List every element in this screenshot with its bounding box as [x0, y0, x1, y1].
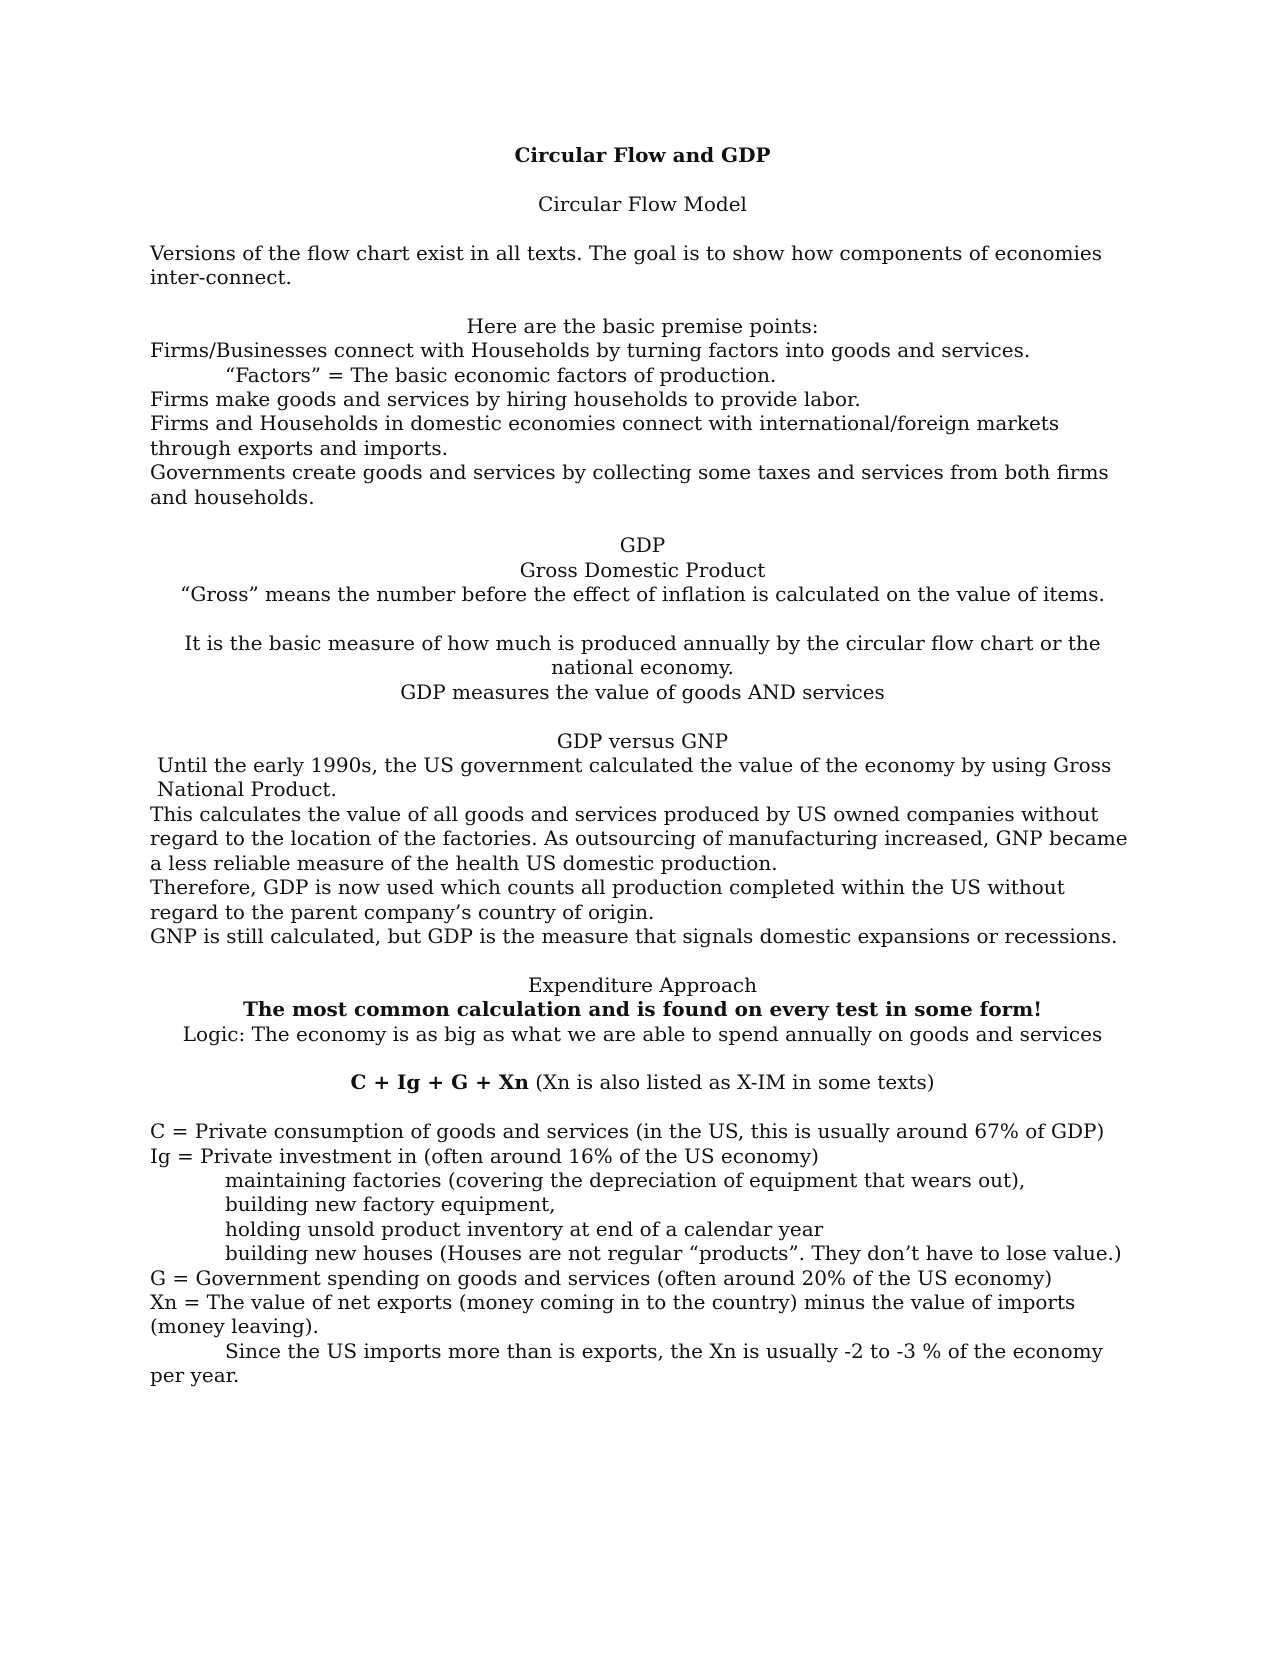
- spacer: [150, 289, 1135, 313]
- premise-point: Firms and Households in domestic economies connect with international/foreign markets through exports and imports.: [150, 411, 1060, 460]
- gnp-paragraph: Until the early 1990s, the US government calculated the value of the economy by using Gross National Product.: [157, 753, 1112, 802]
- formula-note: (Xn is also listed as X-IM in some texts): [528, 1070, 935, 1095]
- gdp-subheading: Gross Domestic Product: [519, 557, 766, 582]
- gdp-formula: [150, 1070, 1135, 1094]
- consumption-line: C = Private consumption of goods and services (in the US, this is usually around 67% of GDP): [150, 1119, 1105, 1144]
- premise-point: Firms make goods and services by hiring households to provide labor.: [150, 387, 861, 412]
- government-line: G = Government spending on goods and services (often around 20% of the US economy): [150, 1265, 1053, 1290]
- expenditure-logic: Logic: The economy is as big as what we are able to spend annually on goods and services: [182, 1021, 1103, 1046]
- spacer: [150, 1095, 1135, 1119]
- circular-flow-intro: Versions of the flow chart exist in all texts. The goal is to show how components of economies inter-connect.: [150, 240, 1103, 289]
- net-exports-note: Since the US imports more than is exports, the Xn is usually -2 to -3 % of the economy per year.: [150, 1338, 1103, 1388]
- spacer: [150, 607, 1135, 631]
- formula-expression: C + Ig + G + Xn: [350, 1070, 529, 1095]
- gross-note: “Gross” means the number before the effect of inflation is calculated on the value of items.: [180, 582, 1105, 607]
- spacer: [150, 1046, 1135, 1070]
- net-exports-line: Xn = The value of net exports (money coming in to the country) minus the value of imports (money leaving).: [150, 1289, 1076, 1339]
- section-heading-gdp-vs-gnp: GDP versus GNP: [556, 728, 729, 753]
- spacer: [150, 509, 1135, 533]
- investment-item: building new houses (Houses are not regular “products”. They don’t have to lose value.): [225, 1241, 1122, 1266]
- document-title: Circular Flow and GDP: [514, 143, 771, 167]
- gnp-paragraph: GNP is still calculated, but GDP is the measure that signals domestic expansions or recessions.: [150, 923, 1118, 948]
- investment-line: Ig = Private investment in (often around 16% of the US economy): [150, 1143, 819, 1168]
- premise-point: Governments create goods and services by collecting some taxes and services from both firms and households.: [150, 460, 1109, 509]
- section-heading-expenditure: Expenditure Approach: [528, 972, 757, 997]
- investment-item: maintaining factories (covering the depreciation of equipment that wears out),: [225, 1167, 1026, 1192]
- expenditure-emphasis: The most common calculation and is found on every test in some form!: [242, 997, 1043, 1022]
- spacer: [150, 167, 1135, 191]
- measure-note: It is the basic measure of how much is produced annually by the circular flow chart or the national economy.: [184, 631, 1101, 680]
- document-page: [150, 143, 1135, 1388]
- spacer: [150, 948, 1135, 972]
- gnp-paragraph: This calculates the value of all goods and services produced by US owned companies without regard to the location of the factories. As outsourcing of manufacturing increased, GNP became a less reliable measure of the health US domestic production.: [150, 801, 1128, 875]
- measures-line: GDP measures the value of goods AND services: [400, 679, 885, 704]
- spacer: [150, 704, 1135, 728]
- spacer: [150, 216, 1135, 240]
- gnp-paragraph: Therefore, GDP is now used which counts all production completed within the US without regard to the parent company’s country of origin.: [150, 875, 1065, 924]
- section-heading-circular-flow: Circular Flow Model: [538, 191, 747, 216]
- premise-heading: Here are the basic premise points:: [466, 313, 819, 338]
- investment-item: holding unsold product inventory at end of a calendar year: [225, 1216, 824, 1241]
- premise-point: “Factors” = The basic economic factors of production.: [225, 362, 777, 387]
- investment-item: building new factory equipment,: [225, 1192, 556, 1217]
- premise-point: Firms/Businesses connect with Households by turning factors into goods and services.: [150, 338, 1031, 363]
- section-heading-gdp: GDP: [619, 533, 666, 558]
